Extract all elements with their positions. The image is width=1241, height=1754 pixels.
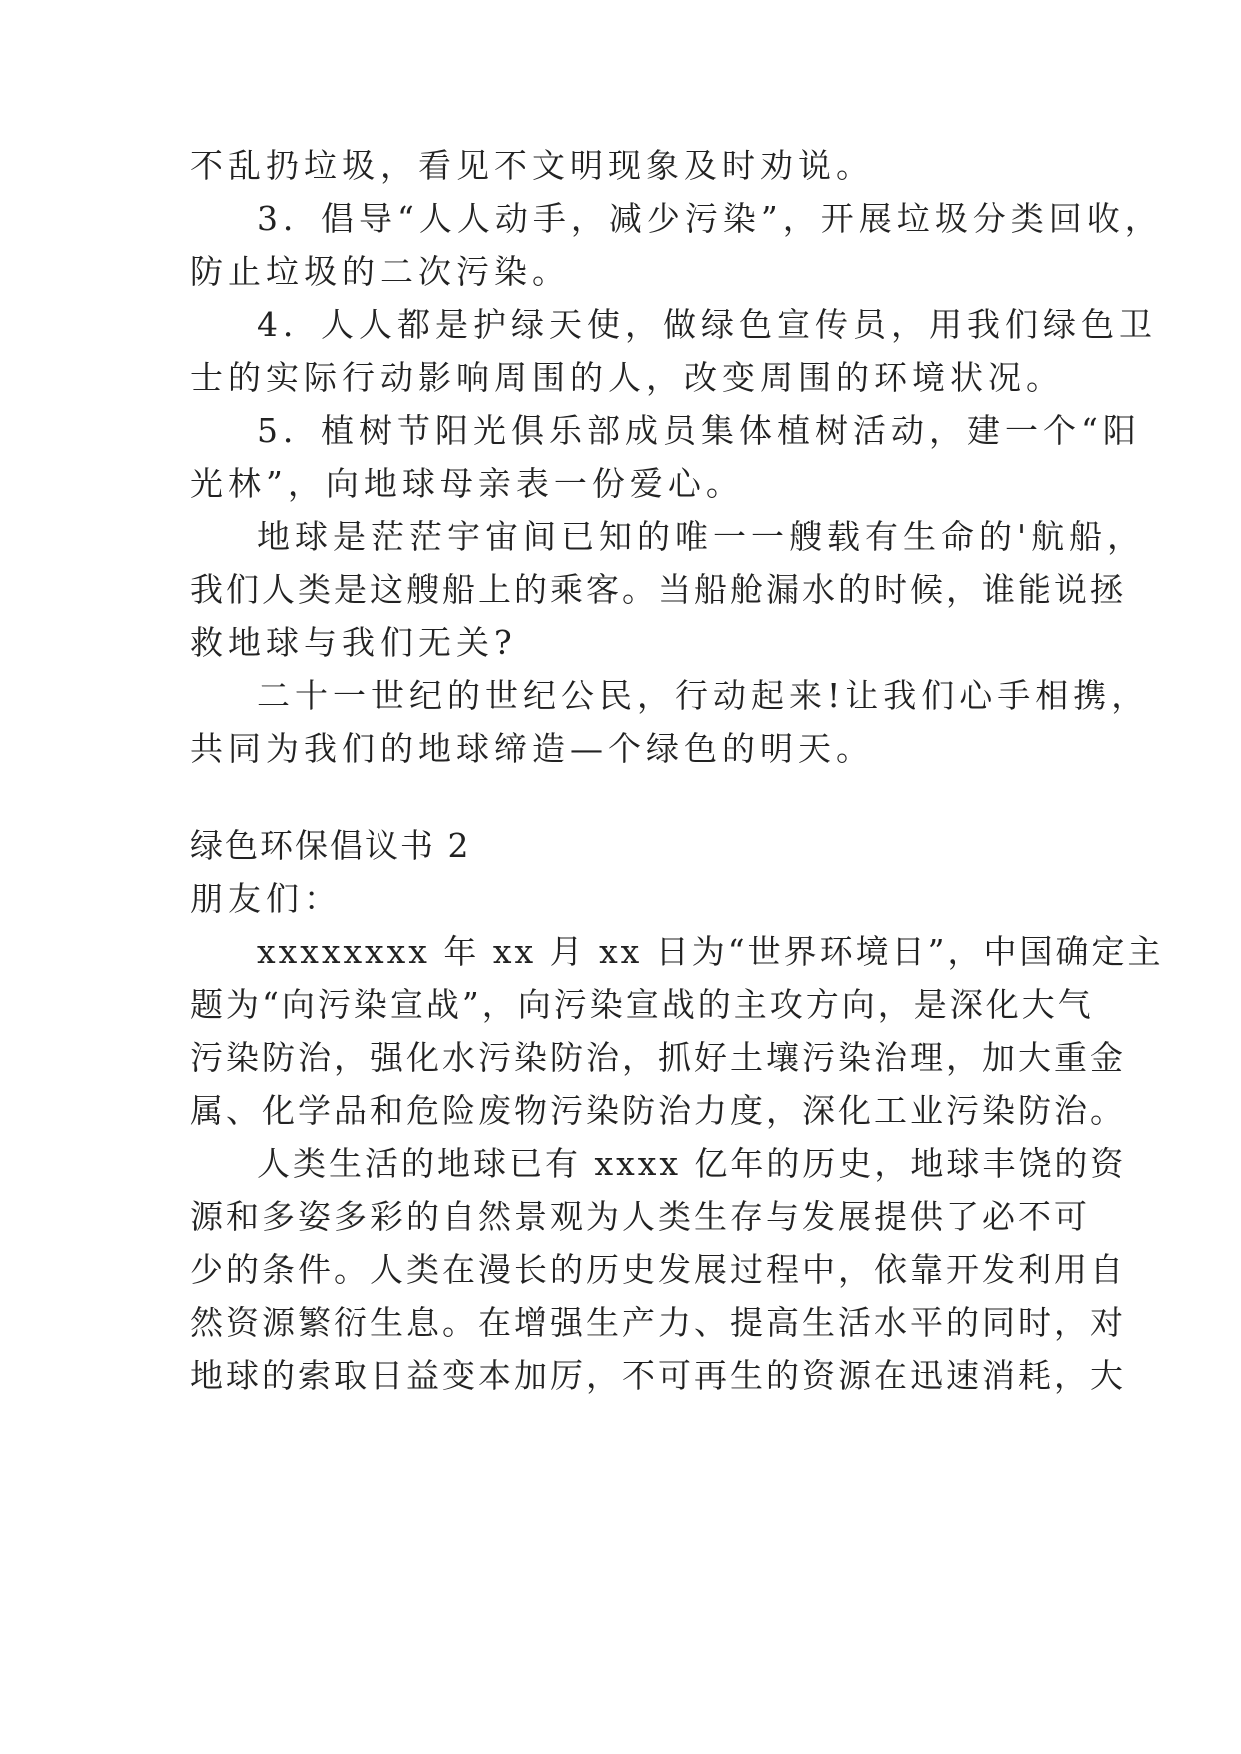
- paragraph-line: xxxxxxxx 年 xx 月 xx 日为“世界环境日”，中国确定主: [257, 932, 1164, 971]
- list-item-4-line: 士的实际行动影响周围的人，改变周围的环境状况。: [190, 358, 1064, 397]
- paragraph-line: 地球是茫茫宇宙间已知的唯一一艘载有生命的'航船，: [257, 517, 1146, 556]
- paragraph-line: 题为“向污染宣战”，向污染宣战的主攻方向，是深化大气: [190, 985, 1094, 1024]
- paragraph-line: 二十一世纪的世纪公民，行动起来!让我们心手相携，: [257, 676, 1150, 715]
- list-item-5-line: 光林”，向地球母亲表一份爱心。: [190, 464, 744, 503]
- paragraph-line: 人类生活的地球已有 xxxx 亿年的历史，地球丰饶的资: [257, 1144, 1127, 1183]
- greeting: 朋友们：: [190, 879, 342, 918]
- paragraph-line: 污染防治，强化水污染防治，抓好土壤污染治理，加大重金: [190, 1038, 1126, 1077]
- paragraph-line: 不乱扔垃圾，看见不文明现象及时劝说。: [190, 146, 874, 185]
- list-item-3-line: 防止垃圾的二次污染。: [190, 252, 570, 291]
- paragraph-line: 共同为我们的地球缔造—个绿色的明天。: [190, 729, 874, 768]
- list-item-3-line: 3．倡导“人人动手，减少污染”，开展垃圾分类回收，: [257, 199, 1163, 238]
- list-item-4-line: 4．人人都是护绿天使，做绿色宣传员，用我们绿色卫: [257, 305, 1157, 344]
- paragraph-line: 少的条件。人类在漫长的历史发展过程中，依靠开发利用自: [190, 1250, 1126, 1289]
- paragraph-line: 然资源繁衍生息。在增强生产力、提高生活水平的同时，对: [190, 1303, 1126, 1342]
- paragraph-line: 救地球与我们无关?: [190, 623, 517, 662]
- paragraph-line: 地球的索取日益变本加厉，不可再生的资源在迅速消耗，大: [190, 1356, 1126, 1395]
- section-title: 绿色环保倡议书 2: [190, 826, 471, 865]
- paragraph-line: 我们人类是这艘船上的乘客。当船舱漏水的时候，谁能说拯: [190, 570, 1126, 609]
- paragraph-line: 源和多姿多彩的自然景观为人类生存与发展提供了必不可: [190, 1197, 1090, 1236]
- list-item-5-line: 5．植树节阳光俱乐部成员集体植树活动，建一个“阳: [257, 411, 1141, 450]
- paragraph-line: 属、化学品和危险废物污染防治力度，深化工业污染防治。: [190, 1091, 1126, 1130]
